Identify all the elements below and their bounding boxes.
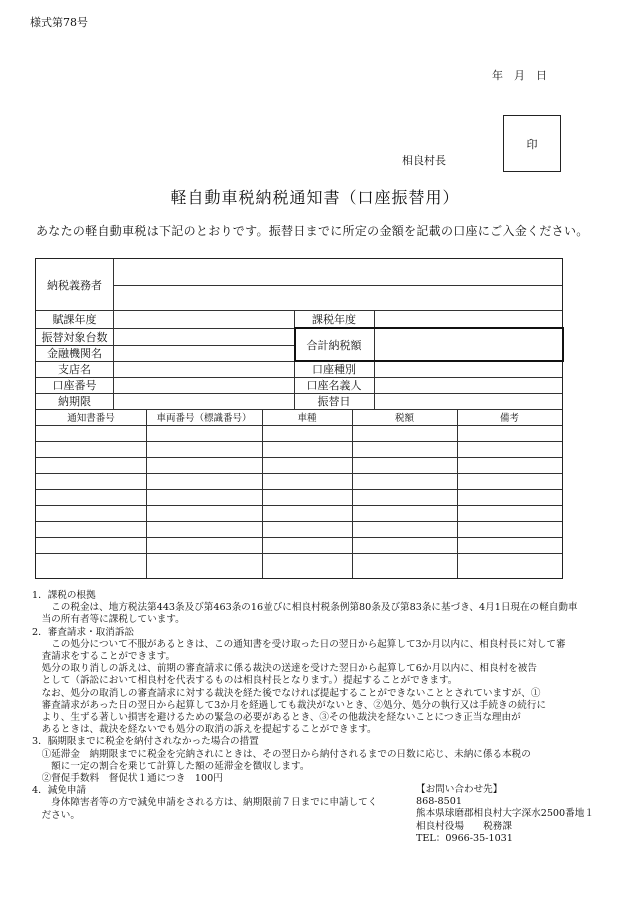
note-line: この処分について不服があるときは、この通知書を受け取った日の翌日から起算して3か月以内に、相良村長に対して審 <box>32 638 566 650</box>
col-tax-amount: 税額 <box>394 413 414 424</box>
note-line: 査請求をすることができます。 <box>32 651 176 663</box>
contact-postal: 868-8501 <box>416 796 462 808</box>
note-line: ②督促手数料 督促状１通につき 100円 <box>32 773 223 785</box>
document-title: 軽自動車税納税通知書（口座振替用） <box>170 188 460 207</box>
branch-name-label: 支店名 <box>58 363 91 376</box>
note-line: 処分の取り消しの訴えは、前期の審査請求に係る裁決の送達を受けた翌日から起算して6か月以内に、相良村を被告 <box>32 663 537 675</box>
account-number-label: 口座番号 <box>52 379 97 392</box>
note-line: として（訴訟において相良村を代表するものは相良村長となります。）提起することができます。 <box>32 675 458 687</box>
mayor-title: 相良村長 <box>402 154 446 167</box>
levy-year-label: 賦課年度 <box>52 313 97 326</box>
tax-notice-table <box>35 258 563 579</box>
bank-name-label: 金融機関名 <box>47 347 102 360</box>
col-notice-number: 通知書番号 <box>67 413 115 424</box>
vehicle-count-label: 振替対象台数 <box>41 330 108 344</box>
contact-address: 熊本県球磨郡相良村大字深水2500番地１ <box>416 808 594 820</box>
note-line: 審査請求があった日の翌日から起算して3か月を経過しても裁決がないとき、②処分、処分の執行又は手続きの続行に <box>32 699 547 711</box>
col-vehicle-number: 車両番号（標識番号） <box>156 413 252 424</box>
note-line: 1．課税の根拠 <box>32 590 96 601</box>
note-line: 身体障害者等の方で減免申請をされる方は、納期限前７日までに申請してく <box>32 797 378 809</box>
contact-office: 相良村役場 税務課 <box>416 820 512 832</box>
col-vehicle-type: 車種 <box>297 413 317 424</box>
due-date-label: 納期限 <box>58 395 91 408</box>
note-line: 4．減免申請 <box>32 785 87 797</box>
note-line: あるときは、裁決を経ないでも処分の取消の訴えを提起することができます。 <box>32 724 377 736</box>
note-line: 3．脳期限までに税金を納付されなかった場合の措置 <box>32 736 259 748</box>
note-line: なお、処分の取消しの審査請求に対する裁決を経た後でなければ提起することができないこととされていますが、① <box>32 687 541 699</box>
note-line: 2．審査請求・取消訴訟 <box>32 626 135 638</box>
contact-block <box>416 784 594 845</box>
note-line: 当の所有者等に課税しています。 <box>32 614 185 626</box>
seal-label: 印 <box>526 137 538 151</box>
note-line: ①延滞金 納期限までに税金を完納されにときは、その翌日から納付されるまでの日数に応じ、未納に係る本税の <box>32 748 531 760</box>
note-line: 額に一定の割合を乗じて計算した額の延滞金を徴収します。 <box>32 760 310 772</box>
note-line: ださい。 <box>32 809 80 821</box>
account-type-label: 口座種別 <box>312 363 356 376</box>
note-line: この税金は、地方税法第443条及び第463条の16並びに相良村税条例第80条及び第83条に基づき、4月1日現在の軽自動車 <box>32 602 578 614</box>
contact-tel: TEL：0966-35-1031 <box>416 832 513 844</box>
issue-date: 年 月 日 <box>492 69 547 82</box>
col-remarks: 備考 <box>499 413 519 424</box>
note-line: より、生ずる著しい損害を避けるための緊急の必要があるとき、③その他裁決を経ないことにつき正当な理由が <box>32 712 521 724</box>
account-holder-label: 口座名義人 <box>306 379 362 392</box>
transfer-date-label: 振替日 <box>317 395 351 408</box>
lead-text: あなたの軽自動車税は下記のとおりです。振替日までに所定の金額を記載の口座にご入金ください。 <box>36 224 589 238</box>
form-number: 様式第78号 <box>30 16 88 29</box>
taxpayer-label: 納税義務者 <box>47 278 102 292</box>
tax-year-label: 課税年度 <box>312 313 356 326</box>
contact-heading: 【お問い合わせ先】 <box>416 784 503 795</box>
seal-box <box>503 115 561 172</box>
total-tax-label: 合計納税額 <box>306 338 362 352</box>
